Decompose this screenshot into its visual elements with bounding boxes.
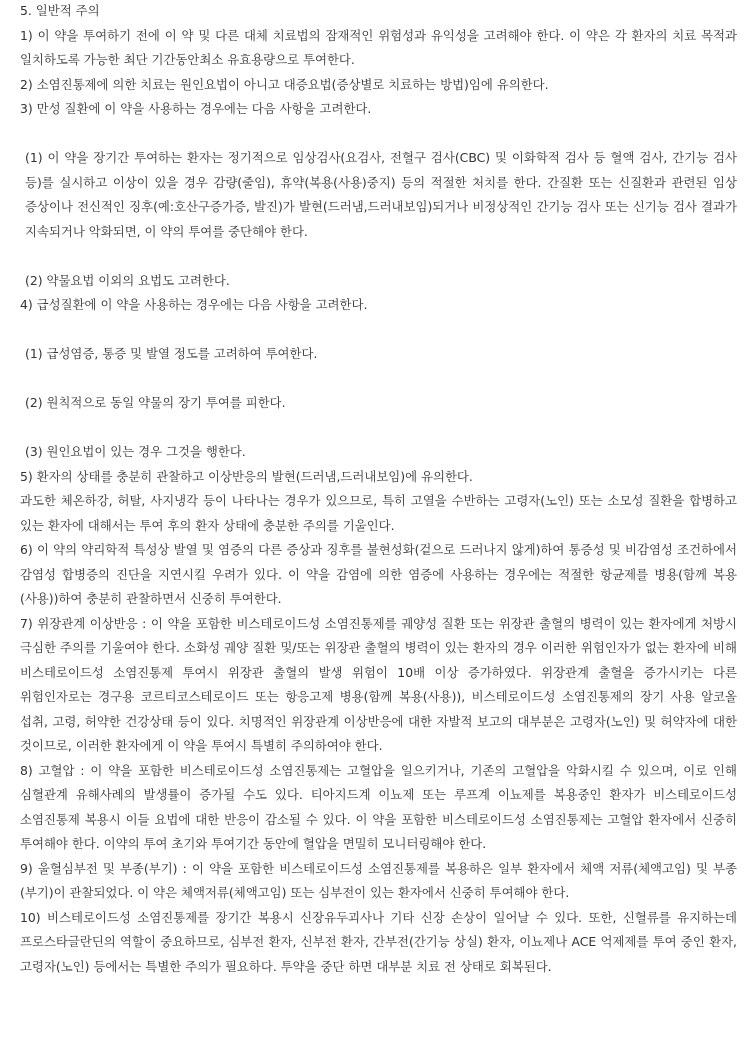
sub-item-paragraph: (2) 원칙적으로 동일 약물의 장기 투여를 피한다.	[25, 395, 286, 410]
paragraph: 5) 환자의 상태를 충분히 관찰하고 이상반응의 발현(드러냄,드러내보임)에 유의한다.	[20, 468, 473, 484]
sub-item-paragraph: (2) 약물요법 이외의 요법도 고려한다.	[25, 272, 230, 288]
paragraph: 7) 위장관계 이상반응 : 이 약을 포함한 비스테로이드성 소염진통제를 궤양성 질환 또는 위장관 출혈의 병력이 있는 환자에게 처방시 극심한 주의를 기울여야 한다. 소화성 궤양 질환 및/또는 위장관 출혈의 병력이 있는 환자의 경우 이러한 위험인자가 없는 환자에 비해 비스테로이드성 소염진통제 투여시 위장관 출혈의 발생 위험이 10배 이상 증가하였다. 위장관계 출혈을 증가시키는 다른 위험인자로는 경구용 코르티코스테로이드 또는 항응고제 병용(함께 복용(사용)), 비스테로이드성 소염진통제의 장기 사용 알코올 섭취, 고령, 허약한 건강상태 등이 있다. 치명적인 위장관계 이상반응에 대한 자발적 보고의 대부분은 고령자(노인) 및 허약자에 대한 것이므로, 이러한 환자에게 이 약을 투여시 특별히 주의하여야 한다.	[20, 615, 737, 753]
sub-item-paragraph: (3) 원인요법이 있는 경우 그것을 행한다.	[25, 444, 246, 459]
sub-item-paragraph: (1) 이 약을 장기간 투여하는 환자는 정기적으로 임상검사(요검사, 전혈구 검사(CBC) 및 이화학적 검사 등 혈액 검사, 간기능 검사 등)를 실시하고 이상이 있을 경우 감량(줄임), 휴약(복용(사용)중지) 등의 적절한 처치를 한다. 간질환 또는 신질환과 관련된 임상 증상이나 전신적인 징후(예:호산구증가증, 발진)가 발현(드러냄,드러내보임)되거나 비정상적인 간기능 검사 또는 신기능 검사 결과가 지속되거나 악화되면, 이 약의 투여를 중단해야 한다.	[25, 150, 737, 239]
paragraph: 4) 급성질환에 이 약을 사용하는 경우에는 다음 사항을 고려한다.	[20, 297, 368, 312]
blank-line	[20, 367, 737, 392]
paragraph: 10) 비스테로이드성 소염진통제를 장기간 복용시 신장유두괴사나 기타 신장 손상이 일어날 수 있다. 또한, 신혈류를 유지하는데 프로스타글란딘의 역할이 중요하므로, 심부전 환자, 신부전 환자, 간부전(간기능 상실) 환자, 이뇨제나 ACE 억제제를 투여 중인 환자, 고령자(노인) 등에서는 특별한 주의가 필요하다. 투약을 중단 하면 대부분 치료 전 상태로 회복된다.	[20, 909, 737, 974]
paragraph-list	[20, 24, 737, 980]
paragraph: 8) 고혈압 : 이 약을 포함한 비스테로이드성 소염진통제는 고혈압을 일으키거나, 기존의 고혈압을 악화시킬 수 있으며, 이로 인해 심혈관계 유해사례의 발생률이 증가될 수도 있다. 티아지드계 이뇨제 또는 루프계 이뇨제를 복용중인 환자가 비스테로이드성 소염진통제 복용시 이들 요법에 대한 반응이 감소될 수 있다. 이 약을 포함한 비스테로이드성 소염진통제는 고혈압 환자에서 신중히 투여해야 한다. 이약의 투여 초기와 투여기간 동안에 혈압을 면밀히 모니터링해야 한다.	[20, 762, 737, 851]
blank-line	[20, 416, 737, 441]
paragraph: 1) 이 약을 투여하기 전에 이 약 및 다른 대체 치료법의 잠재적인 위험성과 유익성을 고려해야 한다. 이 약은 각 환자의 치료 목적과 일치하도록 가능한 최단 기간동안최소 유효용량으로 투여한다.	[20, 27, 737, 67]
paragraph: 2) 소염진통제에 의한 치료는 원인요법이 아니고 대증요법(증상별로 치료하는 방법)임에 유의한다.	[20, 76, 549, 92]
section-heading: 5. 일반적 주의	[20, 3, 100, 18]
blank-line	[20, 122, 737, 147]
paragraph: 과도한 체온하강, 허탈, 사지냉각 등이 나타나는 경우가 있으므로, 특히 고열을 수반하는 고령자(노인) 또는 소모성 질환을 합병하고 있는 환자에 대해서는 투여 후의 환자 상태에 충분한 주의를 기울인다.	[20, 493, 737, 533]
paragraph: 9) 울혈심부전 및 부종(부기) : 이 약을 포함한 비스테로이드성 소염진통제를 복용하은 일부 환자에서 체액 저류(체액고임) 및 부종(부기)이 관찰되었다. 이 약은 체액저류(체액고임) 또는 심부전이 있는 환자에서 신중히 투여해야 한다.	[20, 860, 737, 900]
paragraph: 3) 만성 질환에 이 약을 사용하는 경우에는 다음 사항을 고려한다.	[20, 101, 372, 116]
blank-line	[20, 318, 737, 343]
paragraph: 6) 이 약의 약리학적 특성상 발열 및 염증의 다른 증상과 징후를 불현성화(겉으로 드러나지 않게)하여 통증성 및 비감염성 조건하에서 감염성 합병증의 진단을 지연시킬 우려가 있다. 이 약을 감염에 의한 염증에 사용하는 경우에는 적절한 항균제를 병용(함께 복용(사용))하여 충분히 관찰하면서 신중히 투여한다.	[20, 542, 737, 606]
sub-item-paragraph: (1) 급성염증, 통증 및 발열 정도를 고려하여 투여한다.	[25, 346, 318, 361]
blank-line	[20, 244, 737, 269]
